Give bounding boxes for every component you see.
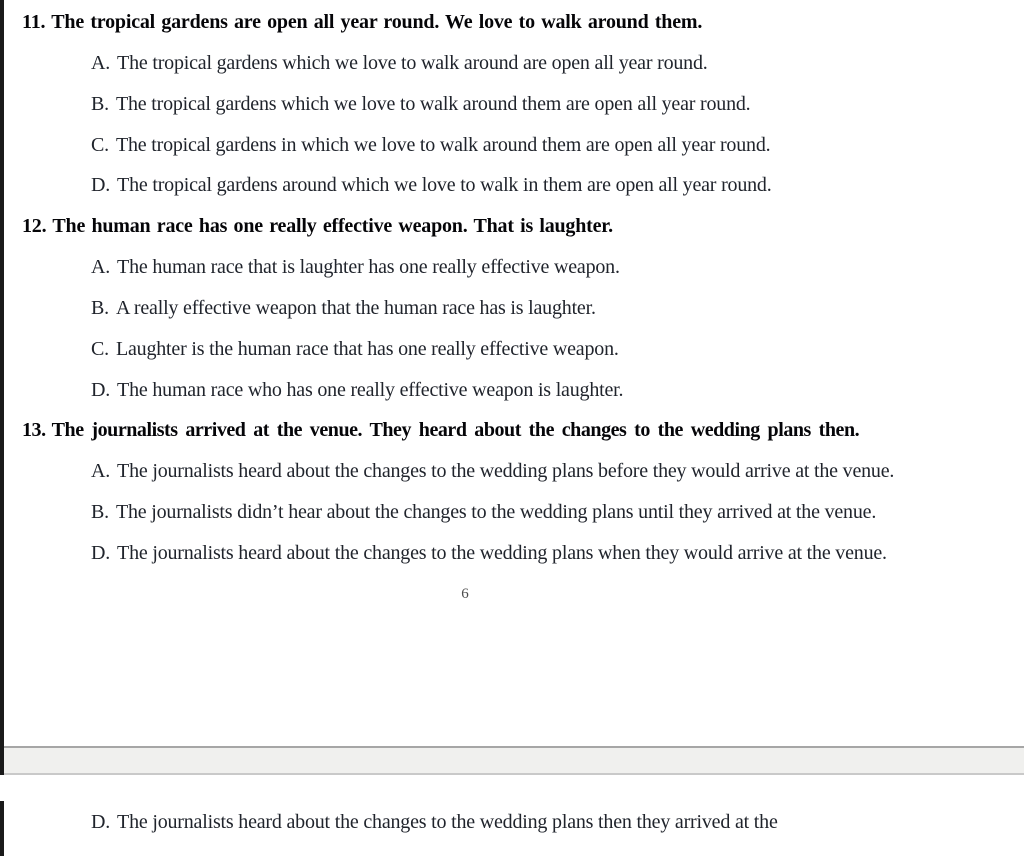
option-text: The tropical gardens which we love to walk around them are open all year round. <box>115 92 751 115</box>
option-13-a <box>20 451 974 492</box>
option-text: The journalists didn’t hear about the changes to the wedding plans until they arrived at the venue. <box>115 501 877 524</box>
option-12-c <box>20 329 974 370</box>
option-12-b <box>20 288 974 329</box>
option-13-d <box>20 533 974 574</box>
option-label: B. <box>91 296 109 319</box>
option-label: D. <box>91 378 111 401</box>
option-label: B. <box>91 501 109 524</box>
option-label: A. <box>91 256 111 279</box>
question-13-title <box>20 410 974 451</box>
question-prompt: The journalists arrived at the venue. They heard about the changes to the wedding plans then. <box>51 419 860 442</box>
option-13-b <box>20 492 974 533</box>
option-text: The human race who has one really effective weapon is laughter. <box>117 378 624 401</box>
option-12-d <box>20 370 974 411</box>
option-11-d <box>20 165 974 206</box>
option-11-a <box>20 43 974 84</box>
question-number: 13. <box>22 419 46 442</box>
question-12 <box>20 206 974 410</box>
option-label: C. <box>91 337 109 360</box>
question-prompt: The human race has one really effective weapon. That is laughter. <box>52 215 613 238</box>
option-label: A. <box>91 460 111 483</box>
option-text: The tropical gardens in which we love to walk around them are open all year round. <box>115 133 771 156</box>
option-12-a <box>20 247 974 288</box>
question-number: 12. <box>22 215 47 238</box>
option-11-c <box>20 125 974 166</box>
option-label: A. <box>91 51 111 74</box>
option-text: The journalists heard about the changes to the wedding plans then they arrived at the <box>117 811 778 833</box>
option-text: A really effective weapon that the human race has is laughter. <box>115 296 596 319</box>
document-page-7 <box>0 775 1024 843</box>
option-text: The journalists heard about the changes to the wedding plans before they would arrive at the venue. <box>117 460 895 483</box>
left-edge-artifact <box>0 801 4 856</box>
question-number: 11. <box>22 11 46 33</box>
option-11-b <box>20 84 974 125</box>
question-11-title <box>20 2 974 43</box>
option-text: The tropical gardens which we love to walk around are open all year round. <box>117 51 708 74</box>
option-label: C. <box>91 133 109 156</box>
question-13 <box>20 410 974 573</box>
left-edge-artifact <box>0 0 4 775</box>
option-text: Laughter is the human race that has one really effective weapon. <box>115 337 619 360</box>
option-label: D. <box>91 174 111 197</box>
page-number: 6 <box>461 585 469 602</box>
option-text: The tropical gardens around which we love to walk in them are open all year round. <box>117 174 772 197</box>
option-label: B. <box>91 92 109 115</box>
option-13-d-repeat <box>20 802 974 843</box>
option-text: The journalists heard about the changes to the wedding plans when they would arrive at the venue. <box>117 541 887 564</box>
question-prompt: The tropical gardens are open all year round. We love to walk around them. <box>51 11 703 33</box>
option-label: D. <box>91 541 111 564</box>
option-label: D. <box>91 811 111 833</box>
page-break-separator <box>0 746 1024 775</box>
option-text: The human race that is laughter has one really effective weapon. <box>117 256 620 279</box>
question-11 <box>20 2 974 206</box>
question-12-title <box>20 206 974 247</box>
